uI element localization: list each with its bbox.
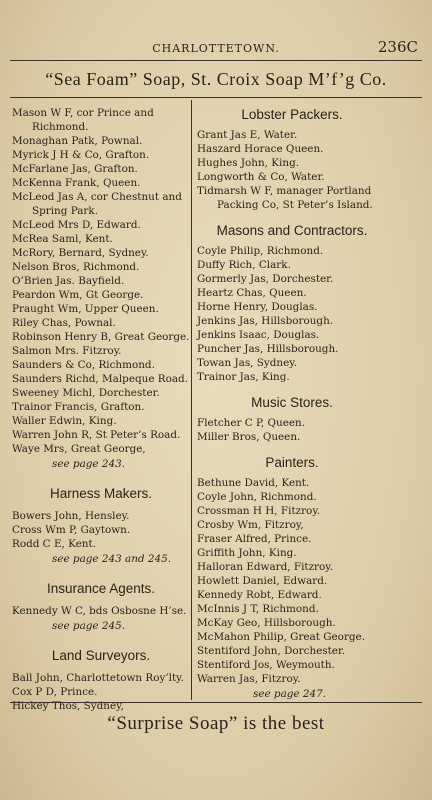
list-item: Stentiford Jos, Weymouth. [197, 659, 335, 671]
list-item: Kennedy W C, bds Osbosne H’se. [12, 605, 187, 617]
list-item: Packing Co, St Peter’s Island. [217, 199, 373, 211]
list-item: Riley Chas, Pownal. [12, 317, 116, 329]
see-page-reference: see page 243 and 245. [52, 553, 171, 565]
list-item: Towan Jas, Sydney. [197, 357, 298, 369]
see-page-reference: see page 243. [52, 458, 126, 470]
section-heading-insurance-agents: Insurance Agents. [46, 581, 156, 596]
list-item: McFarlane Jas, Grafton. [12, 163, 138, 175]
list-item: Cross Wm P, Gaytown. [12, 524, 131, 536]
list-item: Fletcher C P, Queen. [197, 417, 306, 429]
list-item: Sweeney Michl, Dorchester. [12, 387, 160, 399]
list-item: Richmond. [32, 121, 89, 133]
list-item: Horne Henry, Douglas. [197, 301, 318, 313]
list-item: Gormerly Jas, Dorchester. [197, 273, 334, 285]
list-item: Robinson Henry B, Great George. [12, 331, 190, 343]
list-item: Stentiford John, Dorchester. [197, 645, 346, 657]
section-heading-land-surveyors: Land Surveyors. [51, 648, 151, 663]
section-heading-music-stores: Music Stores. [251, 395, 333, 410]
list-item: Mason W F, cor Prince and [12, 107, 154, 119]
list-item: Hughes John, King. [197, 157, 300, 169]
list-item: McRory, Bernard, Sydney. [12, 247, 149, 259]
list-item: Monaghan Patk, Pownal. [12, 135, 143, 147]
list-item: Hickey Thos, Sydney, [12, 700, 124, 712]
list-item: McKay Geo, Hillsborough. [197, 617, 336, 629]
list-item: Salmon Mrs. Fitzroy. [12, 345, 122, 357]
list-item: O’Brien Jas. Bayfield. [12, 275, 125, 287]
list-item: McKenna Frank, Queen. [12, 177, 141, 189]
list-item: Ball John, Charlottetown Roy’lty. [12, 672, 184, 684]
list-item: Haszard Horace Queen. [197, 143, 324, 155]
list-item: Jenkins Isaac, Douglas. [197, 329, 320, 341]
list-item: Waller Edwin, King. [12, 415, 117, 427]
list-item: McMahon Philip, Great George. [197, 631, 366, 643]
list-item: Howlett Daniel, Edward. [197, 575, 328, 587]
list-item: Nelson Bros, Richmond. [12, 261, 140, 273]
list-item: Grant Jas E, Water. [197, 129, 298, 141]
list-item: Coyle Philip, Richmond. [197, 245, 324, 257]
list-item: Halloran Edward, Fitzroy. [197, 561, 334, 573]
top-rule [10, 60, 422, 61]
column-divider [191, 100, 192, 700]
list-item: Waye Mrs, Great George, [12, 443, 146, 455]
list-item: Bethune David, Kent. [197, 477, 310, 489]
list-item: Peardon Wm, Gt George. [12, 289, 144, 301]
list-item: Fraser Alfred, Prince. [197, 533, 312, 545]
page-number: 236C [377, 38, 418, 56]
list-item: Trainor Francis, Grafton. [12, 401, 145, 413]
right-column [197, 106, 387, 701]
list-item: McInnis J T, Richmond. [197, 603, 319, 615]
list-item: Jenkins Jas, Hillsborough. [197, 315, 334, 327]
list-item: Heartz Chas, Queen. [197, 287, 307, 299]
section-heading-lobster-packers: Lobster Packers. [241, 107, 343, 122]
list-item: Saunders Richd, Malpeque Road. [12, 373, 188, 385]
list-item: McRea Saml, Kent. [12, 233, 113, 245]
list-item: Cox P D, Prince. [12, 686, 98, 698]
top-advert-banner: “Sea Foam” Soap, St. Croix Soap M’f’g Co. [45, 69, 387, 89]
section-heading-harness-makers: Harness Makers. [49, 486, 153, 501]
list-item: Tidmarsh W F, manager Portland [197, 185, 372, 197]
section-heading-painters: Painters. [265, 455, 319, 470]
list-item: McLeod Mrs D, Edward. [12, 219, 141, 231]
list-item: Spring Park. [32, 205, 98, 217]
list-item: Warren John R, St Peter’s Road. [12, 429, 181, 441]
list-item: Bowers John, Hensley. [12, 510, 130, 522]
list-item: Miller Bros, Queen. [197, 431, 301, 443]
see-page-reference: see page 245. [52, 620, 126, 632]
list-item: Praught Wm, Upper Queen. [12, 303, 159, 315]
list-item: Longworth & Co, Water. [197, 171, 325, 183]
list-item: McLeod Jas A, cor Chestnut and [12, 191, 182, 203]
bottom-rule [10, 702, 422, 703]
bottom-advert-banner: “Surprise Soap” is the best [107, 713, 325, 734]
list-item: Trainor Jas, King. [197, 371, 290, 383]
list-item: Coyle John, Richmond. [197, 491, 317, 503]
banner-rule [10, 97, 422, 98]
list-item: Myrick J H & Co, Grafton. [12, 149, 150, 161]
section-heading-masons-contractors: Masons and Contractors. [216, 223, 368, 238]
list-item: Warren Jas, Fitzroy. [197, 673, 301, 685]
left-column [12, 106, 190, 713]
see-page-reference: see page 247. [253, 688, 327, 700]
list-item: Crosby Wm, Fitzroy, [197, 519, 304, 531]
list-item: Saunders & Co, Richmond. [12, 359, 155, 371]
list-item: Puncher Jas, Hillsborough. [197, 343, 339, 355]
list-item: Griffith John, King. [197, 547, 297, 559]
list-item: Kennedy Robt, Edward. [197, 589, 322, 601]
list-item: Rodd C E, Kent. [12, 538, 96, 550]
list-item: Crossman H H, Fitzroy. [197, 505, 321, 517]
running-head-city: CHARLOTTETOWN. [152, 42, 280, 55]
list-item: Duffy Rich, Clark. [197, 259, 291, 271]
